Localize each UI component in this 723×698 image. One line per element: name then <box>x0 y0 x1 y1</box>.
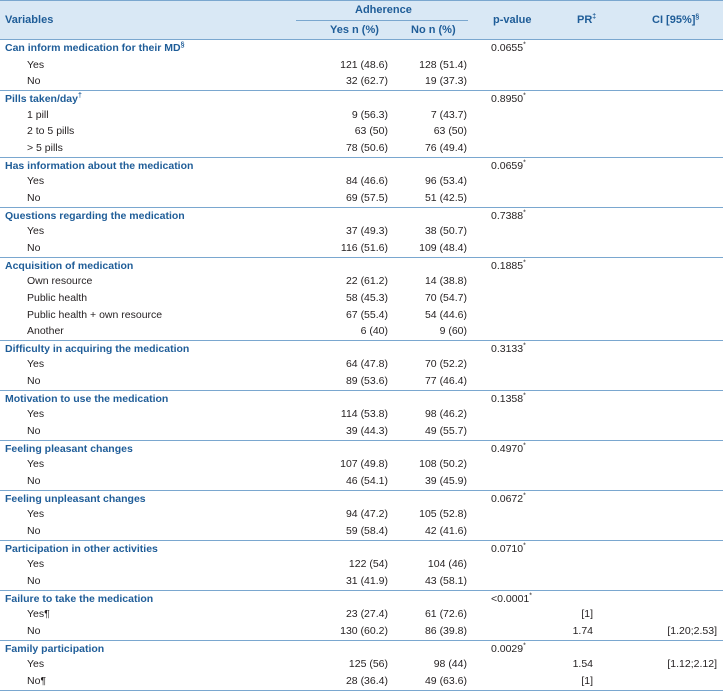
no-cell: 98 (44) <box>433 658 467 671</box>
group-label: Has information about the medication <box>5 159 194 172</box>
group-row <box>0 90 723 107</box>
table-row <box>0 556 723 573</box>
group-row <box>0 390 723 407</box>
table-row <box>0 223 723 240</box>
no-cell: 54 (44.6) <box>424 308 467 321</box>
row-label: Yes <box>27 358 45 371</box>
no-cell: 7 (43.7) <box>430 108 467 121</box>
no-cell: 39 (45.9) <box>424 475 467 488</box>
group-row <box>0 340 723 357</box>
no-cell: 98 (46.2) <box>424 408 467 421</box>
row-label: Yes <box>27 175 45 188</box>
row-label: No¶ <box>27 674 47 687</box>
no-cell: 105 (52.8) <box>419 508 467 521</box>
p-value: 0.1885* <box>491 259 526 272</box>
table-row <box>0 173 723 190</box>
table-row <box>0 456 723 473</box>
row-label: Yes <box>27 58 45 71</box>
no-cell: 104 (46) <box>427 558 467 571</box>
yes-cell: 107 (49.8) <box>340 458 388 471</box>
row-label: No <box>27 375 41 388</box>
ci-cell: [1.20;2.53] <box>667 624 717 637</box>
yes-cell: 39 (44.3) <box>345 425 388 438</box>
p-value: 0.0659* <box>491 159 526 172</box>
table-row <box>0 290 723 307</box>
yes-cell: 59 (58.4) <box>345 525 388 538</box>
table-row <box>0 123 723 140</box>
table-row <box>0 573 723 590</box>
table-row <box>0 57 723 74</box>
group-label: Feeling unpleasant changes <box>5 492 146 505</box>
table-row <box>0 673 723 690</box>
yes-cell: 84 (46.6) <box>345 175 388 188</box>
row-label: Public health <box>27 291 88 304</box>
header-adherence: Adherence <box>355 4 412 16</box>
p-value: 0.3133* <box>491 342 526 355</box>
yes-cell: 23 (27.4) <box>345 608 388 621</box>
table-row <box>0 240 723 257</box>
table-row <box>0 73 723 90</box>
no-cell: 43 (58.1) <box>424 575 467 587</box>
row-label: Yes <box>27 558 45 571</box>
yes-cell: 125 (56) <box>348 658 388 671</box>
group-row <box>0 207 723 224</box>
yes-cell: 78 (50.6) <box>345 141 388 154</box>
no-cell: 51 (42.5) <box>424 191 467 204</box>
no-cell: 14 (38.8) <box>424 275 467 288</box>
no-cell: 61 (72.6) <box>424 608 467 621</box>
row-label: No <box>27 575 41 587</box>
table-body <box>0 40 723 690</box>
no-cell: 76 (49.4) <box>424 141 467 154</box>
group-label: Motivation to use the medication <box>5 392 169 405</box>
row-label: > 5 pills <box>27 141 63 154</box>
header-no: No n (%) <box>411 24 456 36</box>
pr-cell: [1] <box>581 674 593 687</box>
yes-cell: 37 (49.3) <box>345 225 388 238</box>
yes-cell: 63 (50) <box>354 125 388 138</box>
table-row <box>0 373 723 390</box>
row-label: Another <box>27 325 64 338</box>
yes-cell: 130 (60.2) <box>340 624 388 637</box>
yes-cell: 46 (54.1) <box>345 475 388 488</box>
yes-cell: 6 (40) <box>360 325 388 338</box>
table-row <box>0 506 723 523</box>
group-label: Participation in other activities <box>5 542 158 555</box>
row-label: No <box>27 241 41 254</box>
group-label: Acquisition of medication <box>5 259 134 272</box>
no-cell: 128 (51.4) <box>419 58 467 71</box>
header-pr: PR‡ <box>577 13 597 26</box>
group-row <box>0 257 723 274</box>
table-row <box>0 190 723 207</box>
yes-cell: 116 (51.6) <box>340 241 388 254</box>
group-row <box>0 440 723 457</box>
row-label: Yes <box>27 458 45 471</box>
p-value: 0.7388* <box>491 209 526 222</box>
no-cell: 63 (50) <box>433 125 467 138</box>
table-row <box>0 423 723 440</box>
table-row <box>0 356 723 373</box>
p-value: 0.0710* <box>491 542 526 555</box>
yes-cell: 122 (54) <box>348 558 388 571</box>
yes-cell: 94 (47.2) <box>345 508 388 521</box>
table-row <box>0 323 723 340</box>
table-row <box>0 656 723 673</box>
table-row <box>0 140 723 157</box>
pr-cell: 1.74 <box>572 624 593 637</box>
row-label: 2 to 5 pills <box>27 125 75 138</box>
table-header <box>0 0 723 40</box>
no-cell: 9 (60) <box>439 325 467 338</box>
row-label: Yes¶ <box>27 608 50 621</box>
table-row <box>0 406 723 423</box>
yes-cell: 22 (61.2) <box>345 275 388 288</box>
pr-cell: [1] <box>581 608 593 621</box>
no-cell: 109 (48.4) <box>419 241 467 254</box>
table-row <box>0 107 723 124</box>
p-value: 0.8950* <box>491 92 526 105</box>
row-label: No <box>27 75 41 88</box>
yes-cell: 31 (41.9) <box>345 575 388 587</box>
p-value: 0.0029* <box>491 642 526 655</box>
group-row <box>0 490 723 507</box>
group-row <box>0 157 723 174</box>
group-row <box>0 590 723 607</box>
group-label: Family participation <box>5 642 105 655</box>
table-row <box>0 307 723 324</box>
p-value: <0.0001* <box>491 592 532 605</box>
row-label: No <box>27 191 41 204</box>
header-yes: Yes n (%) <box>330 24 379 36</box>
no-cell: 108 (50.2) <box>419 458 467 471</box>
yes-cell: 67 (55.4) <box>345 308 388 321</box>
no-cell: 70 (52.2) <box>424 358 467 371</box>
pr-cell: 1.54 <box>572 658 593 671</box>
header-variables: Variables <box>5 14 54 26</box>
yes-cell: 114 (53.8) <box>340 408 388 421</box>
row-label: No <box>27 624 41 637</box>
no-cell: 38 (50.7) <box>424 225 467 238</box>
yes-cell: 121 (48.6) <box>340 58 388 71</box>
yes-cell: 28 (36.4) <box>345 674 388 687</box>
row-label: Yes <box>27 225 45 238</box>
p-value: 0.0672* <box>491 492 526 505</box>
yes-cell: 64 (47.8) <box>345 358 388 371</box>
yes-cell: 69 (57.5) <box>345 191 388 204</box>
table-row <box>0 623 723 640</box>
no-cell: 96 (53.4) <box>424 175 467 188</box>
group-row <box>0 640 723 657</box>
group-label: Difficulty in acquiring the medication <box>5 342 190 355</box>
no-cell: 86 (39.8) <box>424 624 467 637</box>
row-label: Yes <box>27 508 45 521</box>
no-cell: 42 (41.6) <box>424 525 467 538</box>
no-cell: 77 (46.4) <box>424 375 467 388</box>
yes-cell: 9 (56.3) <box>351 108 388 121</box>
group-label: Questions regarding the medication <box>5 209 185 222</box>
row-label: 1 pill <box>27 108 49 121</box>
p-value: 0.4970* <box>491 442 526 455</box>
table-row <box>0 473 723 490</box>
yes-cell: 58 (45.3) <box>345 291 388 304</box>
no-cell: 49 (55.7) <box>424 425 467 438</box>
group-label: Feeling pleasant changes <box>5 442 133 455</box>
header-pvalue: p-value <box>493 14 532 26</box>
no-cell: 49 (63.6) <box>424 674 467 687</box>
p-value: 0.1358* <box>491 392 526 405</box>
header-ci: CI [95%]§ <box>652 13 700 26</box>
group-label: Can inform medication for their MD§ <box>5 41 185 54</box>
no-cell: 70 (54.7) <box>424 291 467 304</box>
group-label: Pills taken/day† <box>5 92 82 105</box>
row-label: No <box>27 475 41 488</box>
group-row <box>0 540 723 557</box>
row-label: Yes <box>27 658 45 671</box>
group-label: Failure to take the medication <box>5 592 154 605</box>
table-row <box>0 606 723 623</box>
row-label: Yes <box>27 408 45 421</box>
yes-cell: 32 (62.7) <box>345 75 388 88</box>
table-row <box>0 523 723 540</box>
row-label: Own resource <box>27 275 93 288</box>
row-label: No <box>27 425 41 438</box>
yes-cell: 89 (53.6) <box>345 375 388 388</box>
row-label: Public health + own resource <box>27 308 163 321</box>
row-label: No <box>27 525 41 538</box>
no-cell: 19 (37.3) <box>424 75 467 88</box>
table-bottom-rule <box>0 690 723 691</box>
ci-cell: [1.12;2.12] <box>667 658 717 671</box>
table-row <box>0 273 723 290</box>
p-value: 0.0655* <box>491 41 526 54</box>
group-row <box>0 40 723 57</box>
